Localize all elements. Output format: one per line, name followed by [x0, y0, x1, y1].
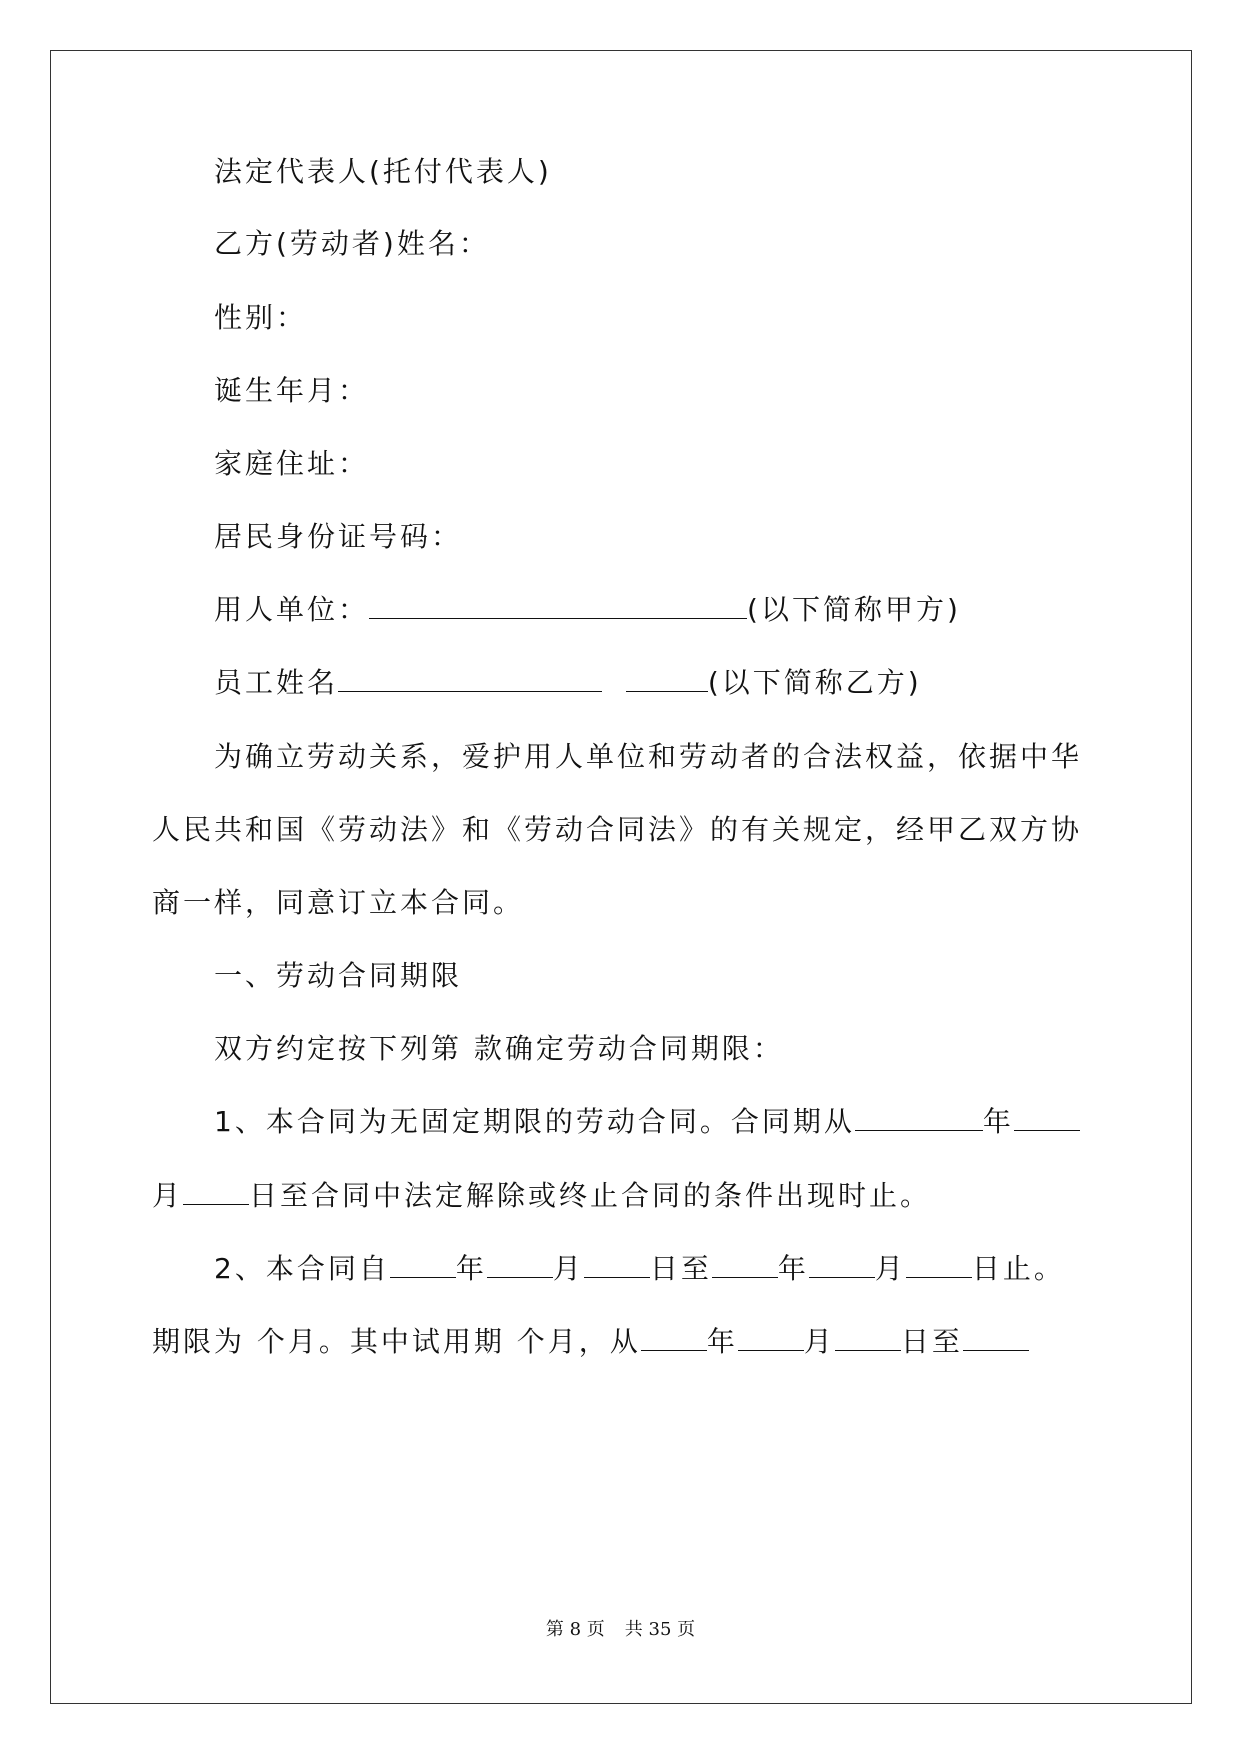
clause-2-year2-label: 年 — [777, 1252, 809, 1285]
page-footer — [0, 1615, 1241, 1641]
birth-line — [152, 371, 1154, 411]
clause-2-month2-blank — [809, 1253, 875, 1278]
employer-suffix: (以下简称甲方) — [747, 593, 961, 626]
party-b-name-line — [152, 224, 1154, 264]
birth-label: 诞生年月： — [214, 374, 370, 407]
clause-1-line-2 — [152, 1176, 1092, 1216]
period-day-blank — [835, 1326, 901, 1351]
clause-2-year-blank — [390, 1253, 456, 1278]
clause-1-year-label: 年 — [982, 1105, 1014, 1138]
period-year-blank — [641, 1326, 707, 1351]
clause-2-day2-blank — [906, 1253, 972, 1278]
gender-line — [152, 298, 1154, 338]
period-end-blank — [963, 1326, 1029, 1351]
section-heading-term — [152, 956, 1154, 996]
gender-label: 性别： — [214, 301, 308, 334]
employer-blank — [369, 594, 747, 619]
clause-1-rest-text: 日至合同中法定解除或终止合同的条件出现时止。 — [249, 1179, 932, 1212]
period-month-blank — [738, 1326, 804, 1351]
purpose-text-1: 为确立劳动关系，爱护用人单位和劳动者的合法权益，依据中华 — [214, 740, 1083, 773]
purpose-paragraph-line-1 — [152, 737, 1154, 777]
employee-name-blank-2 — [626, 667, 708, 692]
period-day-to-label: 日至 — [900, 1325, 963, 1358]
address-line — [152, 444, 1154, 484]
clause-1-day-blank — [183, 1180, 249, 1205]
term-intro-text: 双方约定按下列第 款确定劳动合同期限： — [214, 1032, 784, 1065]
employer-label: 用人单位： — [214, 593, 370, 626]
employee-name-suffix: (以下简称乙方) — [707, 666, 922, 699]
clause-2-text: 2、本合同自 — [214, 1252, 390, 1285]
clause-2-day-blank — [584, 1253, 650, 1278]
clause-1-line-1 — [152, 1102, 1154, 1142]
purpose-paragraph-line-2 — [152, 810, 1092, 850]
clause-1-text: 1、本合同为无固定期限的劳动合同。合同期从 — [214, 1105, 855, 1138]
clause-1-month-blank — [1014, 1106, 1080, 1131]
purpose-paragraph-line-3 — [152, 883, 1092, 923]
legal-representative-line — [152, 152, 1154, 192]
term-intro-line — [152, 1029, 1154, 1069]
purpose-text-2: 人民共和国《劳动法》和《劳动合同法》的有关规定，经甲乙双方协 — [152, 813, 1083, 846]
period-year-label: 年 — [706, 1325, 738, 1358]
clause-2-day-to-label: 日至 — [649, 1252, 712, 1285]
employer-line — [152, 590, 1154, 630]
section-heading-text: 一、劳动合同期限 — [214, 959, 463, 992]
clause-2-month-blank — [487, 1253, 553, 1278]
clause-2-line-1 — [152, 1249, 1154, 1289]
id-number-label: 居民身份证号码： — [214, 520, 463, 553]
clause-2-year2-blank — [712, 1253, 778, 1278]
clause-2-year-label: 年 — [455, 1252, 487, 1285]
employee-name-blank — [338, 667, 602, 692]
legal-representative-label: 法定代表人(托付代表人) — [214, 155, 552, 188]
address-label: 家庭住址： — [214, 447, 370, 480]
period-line — [152, 1322, 1092, 1362]
id-number-line — [152, 517, 1154, 557]
page-total: 共 35 页 — [624, 1619, 696, 1640]
party-b-name-label: 乙方(劳动者)姓名： — [214, 227, 490, 260]
period-month-label: 月 — [803, 1325, 835, 1358]
page-number: 第 8 页 — [545, 1619, 605, 1640]
employee-name-label: 员工姓名 — [214, 666, 339, 699]
period-text: 期限为 个月。其中试用期 个月，从 — [152, 1325, 641, 1358]
employee-name-line — [152, 663, 1154, 703]
clause-2-month-label: 月 — [552, 1252, 584, 1285]
clause-2-month2-label: 月 — [874, 1252, 906, 1285]
clause-1-month-label: 月 — [152, 1179, 184, 1212]
clause-2-end-label: 日止。 — [971, 1252, 1065, 1285]
clause-1-year-blank — [855, 1106, 983, 1131]
purpose-text-3: 商一样，同意订立本合同。 — [152, 886, 525, 919]
